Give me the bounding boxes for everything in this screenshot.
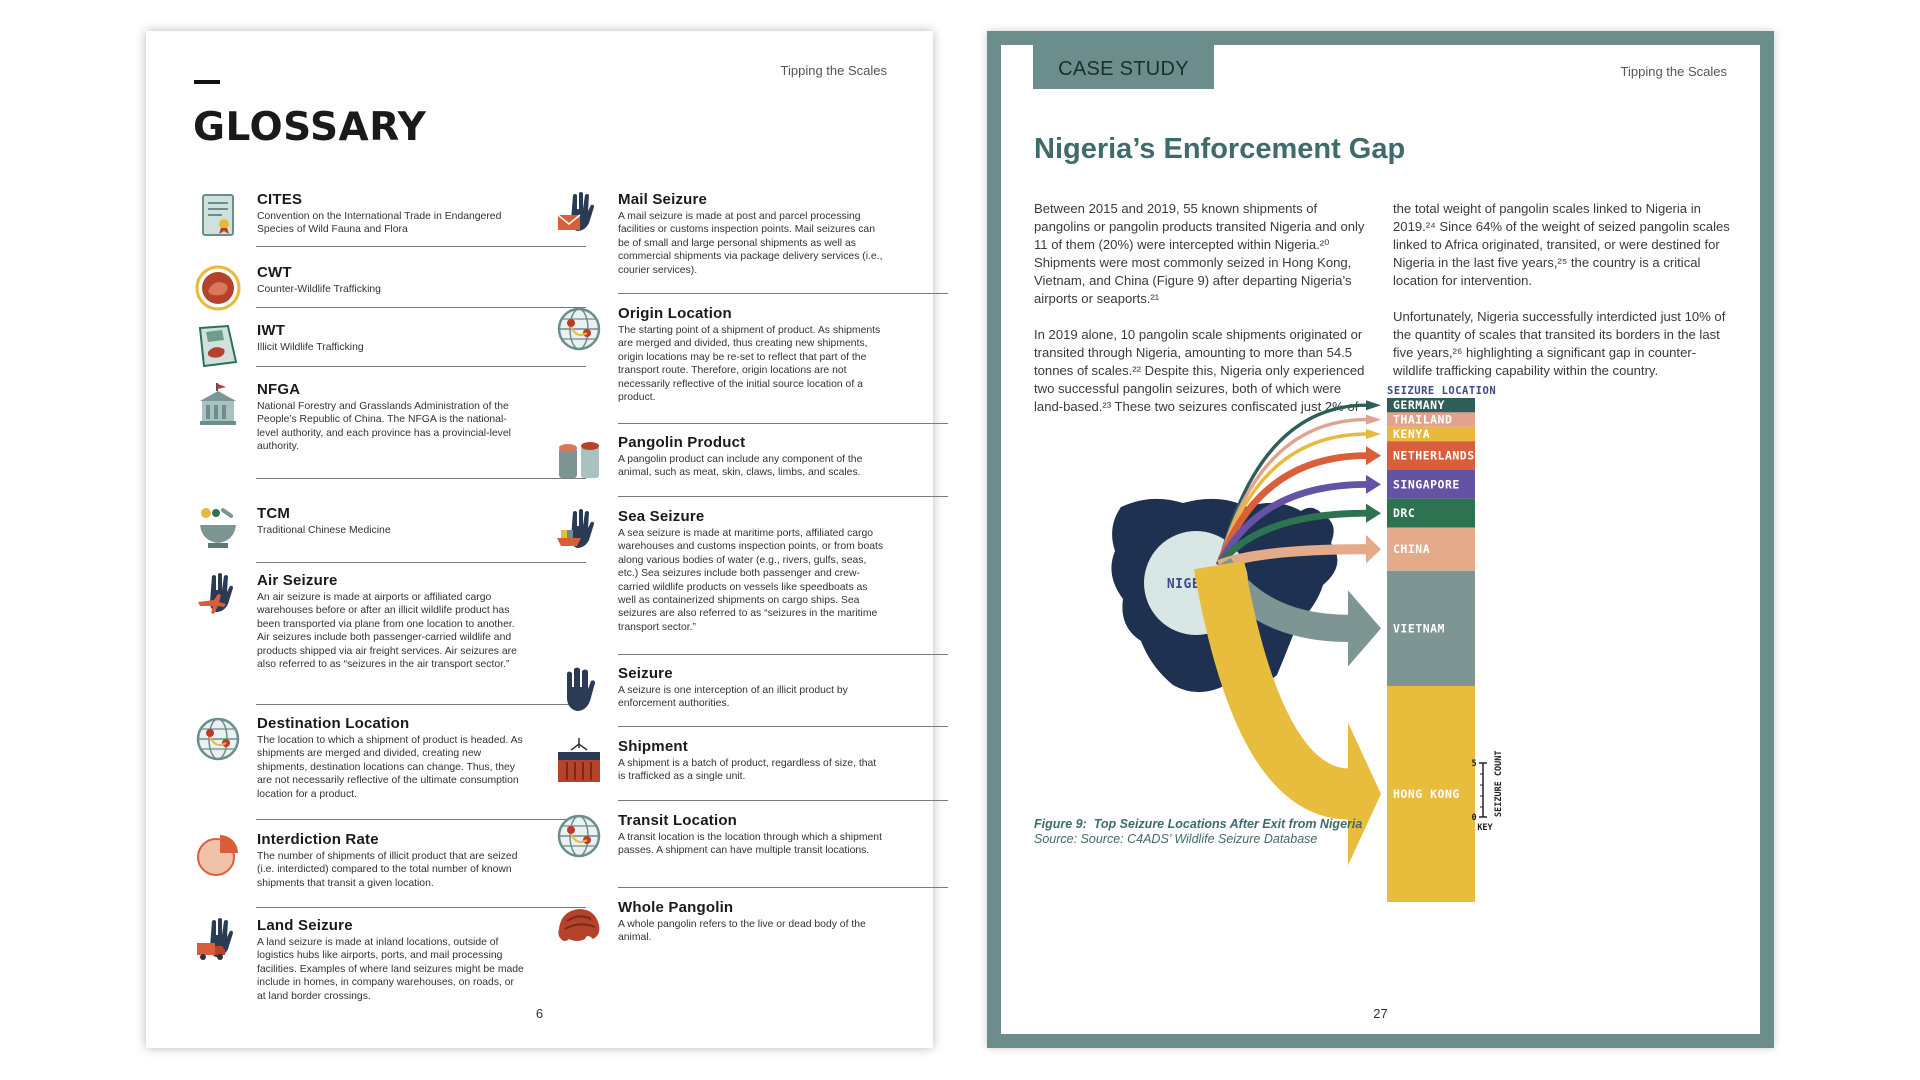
glossary-definition: Counter-Wildlife Trafficking	[257, 284, 381, 295]
glossary-definition: A seizure is one interception of an illicit product by enforcement authorities.	[618, 685, 848, 710]
glossary-definition: A land seizure is made at inland locations, outside of logistics hubs like airports, ports, and mail processing facilities. Examples of where land seizures might be made include in homes, in company warehouses, on roads, or at land border crossings.	[257, 937, 524, 1002]
divider	[618, 654, 948, 655]
glossary-term: TCM	[257, 505, 291, 522]
page-inner	[1001, 45, 1760, 1034]
key-axis-label: SEIZURE COUNT	[1494, 750, 1504, 817]
glossary-definition: A mail seizure is made at post and parcel processing facilities or customs inspection points. Mail seizures can be of small and large personal shipments as well as commercial shipments via package delivery services (i.e., courier services).	[618, 211, 883, 276]
glossary-term: Whole Pangolin	[618, 899, 734, 916]
glossary-term: Shipment	[618, 738, 688, 755]
divider	[256, 819, 586, 820]
glossary-definition: A shipment is a batch of product, regardless of size, that is trafficked as a single unit.	[618, 758, 877, 783]
glossary-term: CITES	[257, 191, 303, 208]
glossary-definition: An air seizure is made at airports or affiliated cargo warehouses before or after an illicit wildlife product has been transported via plane from one location to another. Air seizures include both passenger-carried wildlife and products shipped via air freight services. Air seizures are also referred to as “seizures in the air transport sector.”	[257, 592, 517, 671]
glossary-term: CWT	[257, 264, 292, 281]
globe-pins-icon	[555, 812, 603, 860]
running-head: Tipping the Scales	[1620, 64, 1727, 79]
divider	[618, 293, 948, 294]
figure-caption	[1034, 817, 1362, 847]
flow-arrowhead	[1366, 446, 1381, 465]
key-tick-min: 0	[1471, 813, 1477, 823]
globe-pins-icon	[194, 715, 242, 763]
divider	[618, 496, 948, 497]
globe-pins-icon	[555, 305, 603, 353]
pangolin-icon	[555, 899, 603, 947]
glossary-term: Origin Location	[618, 305, 732, 322]
glossary-term: Air Seizure	[257, 572, 338, 589]
divider	[256, 907, 586, 908]
bar-label: CHINA	[1393, 542, 1431, 557]
case-study-tab: CASE STUDY	[1033, 45, 1214, 89]
glossary-term: Destination Location	[257, 715, 410, 732]
ship-hand-icon	[555, 508, 603, 556]
flow-arrowhead	[1366, 400, 1381, 410]
bar-label: GERMANY	[1393, 398, 1445, 413]
glossary-definition: Traditional Chinese Medicine	[257, 525, 391, 536]
divider	[256, 562, 586, 563]
bar-label: THAILAND	[1393, 412, 1453, 427]
divider	[256, 307, 586, 308]
glossary-term: Sea Seizure	[618, 508, 705, 525]
bar-label: KENYA	[1393, 427, 1431, 441]
paragraph: Between 2015 and 2019, 55 known shipments of pangolins or pangolin products transited Nigeria and only 11 of them (20%) were intercepted within Nigeria.²⁰ Shipments were most commonly seized in Hong Kong, Vietnam, and China (Figure 9) after departing Nigeria’s airports or seaports.²¹	[1034, 201, 1365, 306]
divider	[618, 726, 948, 727]
pie-chart-icon	[194, 831, 242, 879]
page-number: 27	[1373, 1006, 1388, 1021]
figure-9	[1001, 45, 1760, 1034]
mail-hand-icon	[555, 191, 603, 239]
pangolin-map-icon	[194, 322, 242, 370]
axis-header: SEIZURE LOCATION	[1387, 385, 1497, 397]
glossary-term: Seizure	[618, 665, 673, 682]
origin-label: NIGERIA	[1166, 577, 1226, 592]
glossary-definition: The location to which a shipment of product is headed. As shipments are merged and divided, creating new shipments, destination locations can change. Thus, they are not necessarily reflective of the ultimate consumption location for a product.	[257, 735, 523, 800]
bar-label: SINGAPORE	[1393, 477, 1460, 492]
flow-arrowhead	[1366, 475, 1381, 494]
paragraph: In 2019 alone, 10 pangolin scale shipments originated or transited through Nigeria, amounting to more than 54.5 tonnes of scales.²² Despite this, Nigeria only experienced two successful pangolin seizures, both of which were land-based.²³ These two seizures confiscated just 2% of	[1034, 327, 1365, 414]
glossary-definition: The starting point of a shipment of product. As shipments are merged and divided, thus creating new shipments, origin locations may be re-set to reflect that part of the transport route. Therefore, origin locations are not necessarily reflective of the initial source location of a product.	[618, 325, 881, 404]
glossary-definition: A sea seizure is made at maritime ports, affiliated cargo warehouses and customs inspection points, or from boats along various bodies of water (e.g., rivers, gulfs, seas, etc.) Sea seizures include both passenger and crew-carried wildlife products on vessels like speedboats as well as containerized shipments on cargo ships. Sea seizures are also referred to as “seizures in the maritime transport sector.”	[618, 528, 884, 633]
flow-arrowhead	[1366, 535, 1381, 564]
bar-label: HONG KONG	[1393, 787, 1460, 801]
hand-icon	[555, 665, 603, 713]
title-dash	[194, 80, 220, 84]
glossary-term: Pangolin Product	[618, 434, 746, 451]
flow-arrowhead	[1366, 429, 1381, 439]
truck-hand-icon	[194, 917, 242, 965]
document-icon	[194, 191, 242, 239]
glossary-term: Mail Seizure	[618, 191, 708, 208]
paragraph: the total weight of pangolin scales linked to Nigeria in 2019.²⁴ Since 64% of the weight of seized pangolin scales linked to Africa originated, transited, or were destined for Nigeria in the last five years,²⁵ the country is a critical location for intervention.	[1393, 201, 1730, 288]
flow-arrowhead	[1366, 504, 1381, 523]
mortar-pestle-icon	[194, 505, 242, 553]
seizure-flow-chart	[1001, 45, 1760, 1034]
key-label: KEY	[1477, 823, 1493, 833]
page-title: Nigeria’s Enforcement Gap	[1034, 133, 1406, 165]
bar-label: DRC	[1393, 506, 1416, 521]
figure-label: Figure 9:	[1034, 817, 1087, 831]
running-head: Tipping the Scales	[780, 63, 887, 78]
glossary-term: Transit Location	[618, 812, 738, 829]
case-study-page	[987, 31, 1774, 1048]
figure-title: Top Seizure Locations After Exit from Nigeria	[1093, 817, 1363, 831]
key-tick-max: 5	[1471, 759, 1477, 769]
glossary-term: Interdiction Rate	[257, 831, 379, 848]
glossary-definition: A pangolin product can include any component of the animal, such as meat, skin, claws, limbs, and scales.	[618, 454, 863, 479]
government-building-icon	[194, 381, 242, 429]
glossary-definition: A whole pangolin refers to the live or dead body of the animal.	[618, 919, 866, 944]
divider	[256, 704, 586, 705]
divider	[618, 800, 948, 801]
glossary-definition: Convention on the International Trade in Endangered Species of Wild Fauna and Flora	[257, 211, 502, 236]
flow-arrowhead	[1348, 590, 1381, 666]
pangolin-badge-icon	[194, 264, 242, 312]
page-title: GLOSSARY	[193, 105, 427, 150]
airplane-hand-icon	[194, 572, 242, 620]
page-number: 6	[535, 1006, 544, 1021]
divider	[618, 887, 948, 888]
flow-arrows	[1219, 400, 1381, 865]
glossary-term: IWT	[257, 322, 286, 339]
glossary-term: Land Seizure	[257, 917, 353, 934]
bar-stack	[1387, 398, 1475, 902]
key-scale	[1471, 750, 1504, 833]
figure-source: Source: Source: C4ADS’ Wildlife Seizure Database	[1034, 832, 1318, 846]
glossary-definition: A transit location is the location through which a shipment passes. A shipment can have multiple transit locations.	[618, 832, 882, 857]
glossary-page	[146, 31, 933, 1048]
glossary-definition: Illicit Wildlife Trafficking	[257, 342, 364, 353]
bar-label: NETHERLANDS	[1393, 448, 1475, 463]
glossary-definition: National Forestry and Grasslands Administration of the People’s Republic of China. The NFGA is the national-level authority, and each province has a provincial-level authority.	[257, 401, 511, 453]
glossary-term: NFGA	[257, 381, 301, 398]
bar-label: VIETNAM	[1393, 621, 1445, 636]
scale-jars-icon	[555, 434, 603, 482]
divider	[256, 478, 586, 479]
divider	[618, 423, 948, 424]
container-icon	[555, 738, 603, 786]
paragraph: Unfortunately, Nigeria successfully interdicted just 10% of the quantity of scales that transited its borders in the last five years,²⁶ highlighting a significant gap in counter-wildlife trafficking capability within the country.	[1393, 309, 1726, 378]
glossary-definition: The number of shipments of illicit product that are seized (i.e. interdicted) compared to the total number of known shipments that transit a given location.	[257, 851, 518, 889]
divider	[256, 246, 586, 247]
flow-arrowhead	[1366, 415, 1381, 425]
divider	[256, 366, 586, 367]
